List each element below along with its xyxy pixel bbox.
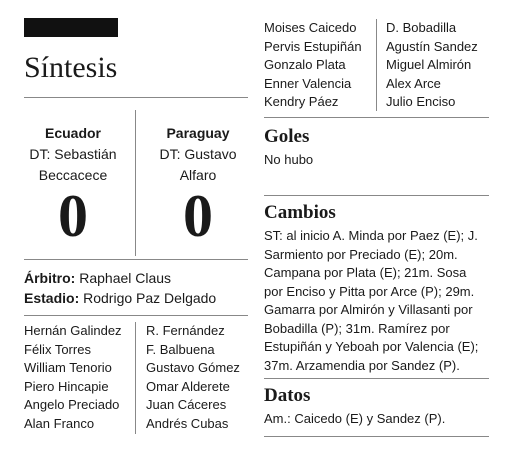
lineup-away-list	[146, 322, 240, 433]
datos-heading: Datos	[264, 385, 311, 406]
list-item: Miguel Almirón	[386, 57, 472, 72]
list-item: Moises Caicedo	[264, 20, 357, 35]
cambios-line: por Enciso y Pitta por Arce (P); 29m.	[264, 283, 475, 299]
cambios-line: Bobadilla (P); 31m. Ramírez por	[264, 320, 450, 336]
goles-heading: Goles	[264, 126, 310, 147]
list-item: D. Bobadilla	[386, 20, 457, 35]
list-item: Kendry Páez	[264, 94, 339, 109]
referee-name: Raphael Claus	[79, 270, 172, 286]
list-item: Julio Enciso	[386, 94, 456, 109]
list-item: Omar Alderete	[146, 378, 230, 394]
team-away-name: Paraguay	[166, 125, 230, 141]
divider	[264, 195, 489, 196]
cambios-line: Sarmiento por Preciado (E); 20m.	[264, 246, 458, 262]
stadium-label: Estadio:	[24, 290, 80, 306]
list-item: Alan Franco	[24, 415, 95, 431]
datos-text: Am.: Caicedo (E) y Sandez (P).	[264, 411, 446, 426]
team-home-name: Ecuador	[44, 125, 101, 141]
list-item: Hernán Galindez	[24, 323, 122, 338]
divider	[24, 97, 248, 98]
list-item: F. Balbuena	[146, 341, 215, 357]
divider	[264, 436, 489, 437]
list-item: Angelo Preciado	[24, 397, 120, 412]
list-item: R. Fernández	[146, 323, 225, 338]
list-item: Alex Arce	[386, 75, 441, 91]
cambios-line: Gamarra por Almirón y Villasanti por	[264, 302, 473, 317]
team-home-coach-surname: Beccacece	[38, 167, 108, 183]
lineup-home-list	[24, 322, 122, 433]
divider	[264, 378, 489, 379]
team-away-coach-surname: Alfaro	[179, 167, 217, 183]
list-item: William Tenorio	[24, 360, 112, 375]
lineup-divider	[376, 19, 377, 111]
team-divider	[135, 110, 136, 256]
list-item: Andrés Cubas	[146, 415, 229, 431]
divider	[264, 117, 489, 118]
cambios-line: ST: al inicio A. Minda por Paez (E); J.	[264, 228, 478, 243]
stadium-line	[24, 288, 216, 308]
divider	[24, 315, 248, 316]
list-item: Juan Cáceres	[146, 397, 227, 412]
cambios-heading: Cambios	[264, 202, 336, 223]
stadium-name: Rodrigo Paz Delgado	[83, 290, 217, 306]
divider	[24, 259, 248, 260]
referee-line	[24, 268, 171, 288]
lineup-divider	[135, 322, 136, 434]
list-item: Félix Torres	[24, 341, 91, 357]
team-home	[18, 123, 128, 186]
cambios-line: 37m. Arzamendia por Sandez (P).	[264, 357, 460, 373]
list-item: Agustín Sandez	[386, 38, 478, 54]
team-home-coach: DT: Sebastián	[29, 146, 117, 162]
goles-text: No hubo	[264, 152, 314, 167]
list-item: Piero Hincapie	[24, 378, 109, 394]
cambios-text	[264, 227, 489, 375]
lineup-away-continued	[386, 19, 478, 112]
score-away: 0	[183, 183, 213, 249]
list-item: Enner Valencia	[264, 75, 352, 91]
page-title: Síntesis	[24, 51, 118, 84]
score-home: 0	[58, 183, 88, 249]
team-away-coach: DT: Gustavo	[159, 146, 237, 162]
list-item: Gustavo Gómez	[146, 360, 240, 375]
cambios-line: Campana por Plata (E); 21m. Sosa	[264, 265, 467, 280]
header-bar	[24, 18, 118, 37]
team-away	[143, 123, 253, 186]
lineup-home-continued	[264, 19, 362, 112]
referee-label: Árbitro:	[24, 270, 76, 286]
cambios-line: Estupiñán y Yeboah por Valencia (E);	[264, 339, 479, 354]
list-item: Gonzalo Plata	[264, 57, 346, 72]
list-item: Pervis Estupiñán	[264, 38, 362, 54]
